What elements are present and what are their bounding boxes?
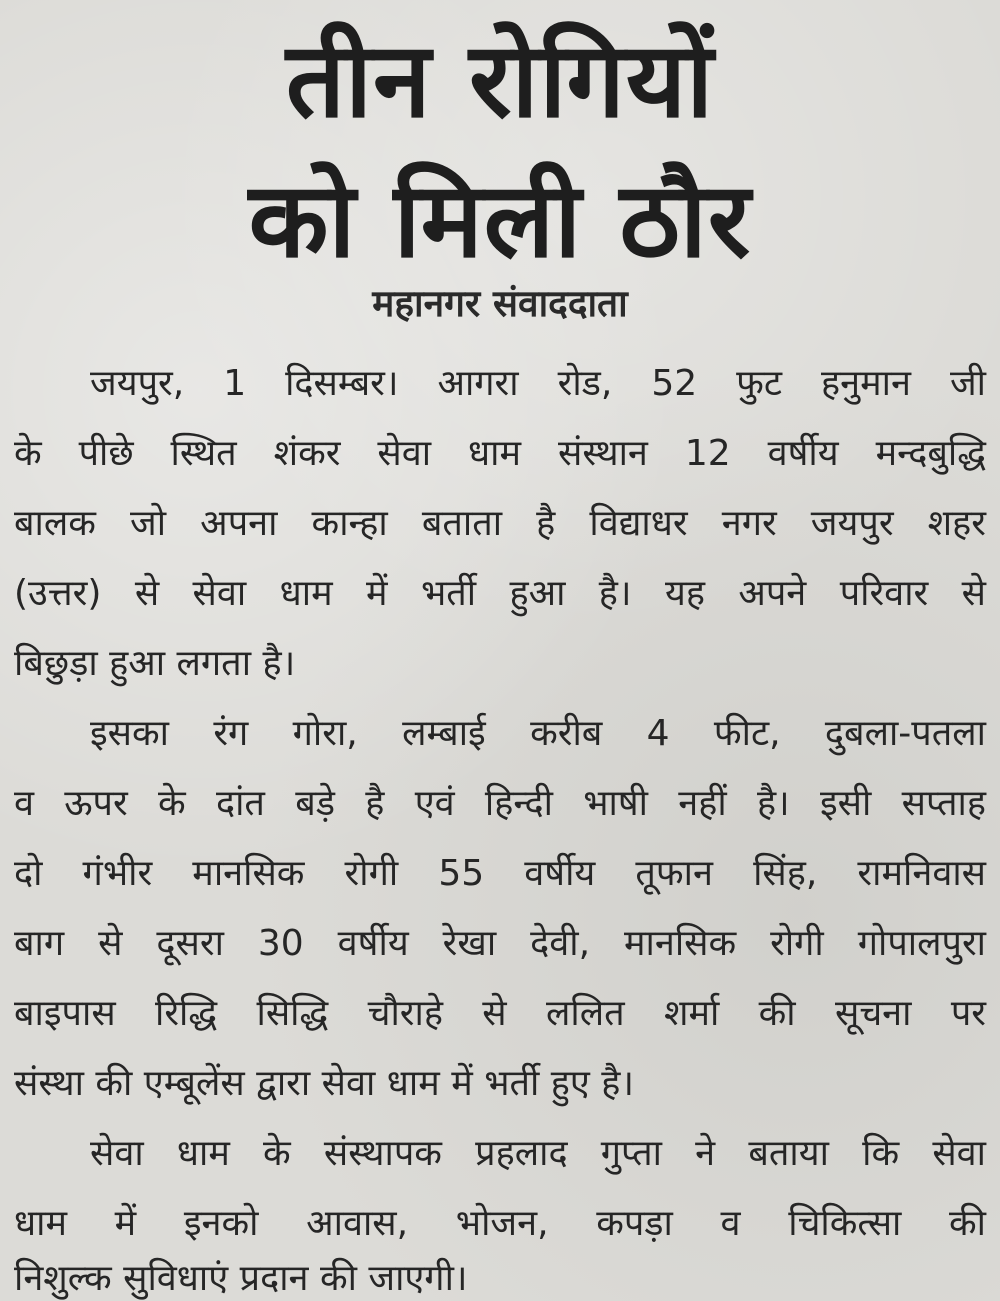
body-line: जयपुर, 1 दिसम्बर। आगरा रोड, 52 फुट हनुमान जी bbox=[90, 363, 986, 404]
body-line: व ऊपर के दांत बड़े है एवं हिन्दी भाषी नहीं है। इसी सप्ताह bbox=[14, 783, 986, 824]
body-line: बिछुड़ा हुआ लगता है। bbox=[14, 643, 296, 684]
body-line: दो गंभीर मानसिक रोगी 55 वर्षीय तूफान सिंह, रामनिवास bbox=[14, 853, 986, 894]
headline-line-1: तीन रोगियों bbox=[285, 19, 715, 141]
body-line: बालक जो अपना कान्हा बताता है विद्याधर नगर जयपुर शहर bbox=[14, 503, 986, 544]
body-line: धाम में इनको आवास, भोजन, कपड़ा व चिकित्सा की bbox=[14, 1203, 986, 1244]
body-line: के पीछे स्थित शंकर सेवा धाम संस्थान 12 वर्षीय मन्दबुद्धि bbox=[14, 433, 986, 474]
headline-line-2: को मिली ठौर bbox=[248, 159, 752, 281]
byline: महानगर संवाददाता bbox=[372, 282, 628, 325]
body-line: इसका रंग गोरा, लम्बाई करीब 4 फीट, दुबला-पतला bbox=[90, 713, 986, 754]
body-line: संस्था की एम्बूलेंस द्वारा सेवा धाम में भर्ती हुए है। bbox=[14, 1063, 635, 1104]
body-line: बाइपास रिद्धि सिद्धि चौराहे से ललित शर्मा की सूचना पर bbox=[14, 993, 986, 1034]
body-line: (उत्तर) से सेवा धाम में भर्ती हुआ है। यह अपने परिवार से bbox=[14, 573, 986, 614]
body-line: निशुल्क सुविधाएं प्रदान की जाएगी। bbox=[14, 1258, 468, 1299]
body-line: बाग से दूसरा 30 वर्षीय रेखा देवी, मानसिक रोगी गोपालपुरा bbox=[14, 923, 986, 964]
body-line: सेवा धाम के संस्थापक प्रहलाद गुप्ता ने बताया कि सेवा bbox=[90, 1133, 986, 1174]
